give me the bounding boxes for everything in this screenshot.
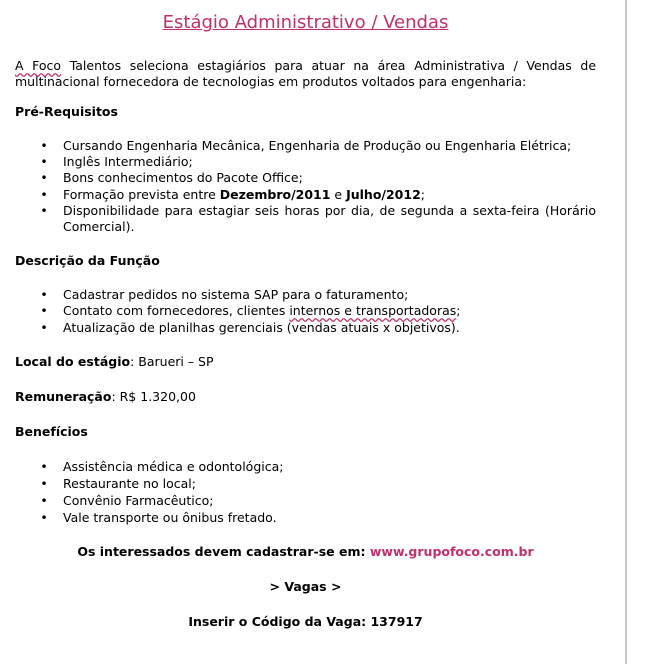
formation-suffix: ; xyxy=(420,186,425,202)
page-title: Estágio Administrativo / Vendas xyxy=(162,12,449,33)
intro-text: Talentos seleciona estagiários para atuar na área Administrativa / Vendas de multinacional fornecedora de tecnologias em produtos voltados para engenharia: xyxy=(15,58,597,89)
document-body xyxy=(15,10,596,649)
list-item xyxy=(15,509,596,526)
list-item-suffix: ; xyxy=(456,303,461,319)
list-item-text: Atualização de planilhas gerenciais (vendas atuais x objetivos). xyxy=(63,319,460,335)
function-heading: Descrição da Função xyxy=(15,253,160,269)
formation-date-end: Julho/2012 xyxy=(346,186,421,202)
bullet-icon: • xyxy=(40,492,48,508)
list-item xyxy=(15,458,596,475)
apply-text: Os interessados devem cadastrar-se em: xyxy=(77,543,370,559)
location-separator: : xyxy=(130,353,139,369)
bullet-icon: • xyxy=(40,319,48,335)
page-border xyxy=(625,0,627,664)
benefits-section xyxy=(15,458,596,526)
bullet-icon: • xyxy=(40,154,48,170)
list-item xyxy=(15,138,596,154)
bullet-icon: • xyxy=(40,202,48,218)
location-value: Barueri – SP xyxy=(138,353,214,369)
list-item-text: Cadastrar pedidos no sistema SAP para o faturamento; xyxy=(63,287,409,303)
bullet-icon: • xyxy=(40,170,48,186)
list-item xyxy=(15,320,596,336)
intro-paragraph xyxy=(15,58,596,90)
bullet-icon: • xyxy=(40,458,48,474)
bullet-icon: • xyxy=(40,303,48,319)
function-list xyxy=(15,287,596,336)
salary-line xyxy=(15,389,596,405)
location-line xyxy=(15,354,596,370)
salary-separator: : xyxy=(111,388,120,404)
list-item xyxy=(15,170,596,186)
list-item xyxy=(15,492,596,509)
benefits-heading: Benefícios xyxy=(15,423,88,439)
list-item-text: Assistência médica e odontológica; xyxy=(63,458,284,474)
list-item xyxy=(15,287,596,303)
underlined-text: internos e transportadoras xyxy=(289,303,457,319)
list-item xyxy=(15,154,596,170)
list-item-text: Cursando Engenharia Mecânica, Engenharia de Produção ou Engenharia Elétrica; xyxy=(63,138,572,153)
vagas-label: > Vagas > xyxy=(269,578,342,594)
list-item-text: Restaurante no local; xyxy=(63,475,196,491)
benefits-list xyxy=(15,458,596,526)
list-item xyxy=(15,475,596,492)
formation-date-start: Dezembro/2011 xyxy=(219,186,331,202)
job-code-value: 137917 xyxy=(370,613,423,629)
bullet-icon: • xyxy=(40,475,48,491)
list-item-text: Disponibilidade para estagiar seis horas por dia, de segunda a sexta-feira (Horário Comercial). xyxy=(63,202,596,235)
bullet-icon: • xyxy=(40,509,48,525)
site-link[interactable]: www.grupofoco.com.br xyxy=(369,543,534,559)
company-name: A Foco xyxy=(15,58,62,73)
bullet-icon: • xyxy=(40,186,48,202)
list-item xyxy=(15,187,596,203)
apply-line xyxy=(15,544,596,560)
bullet-icon: • xyxy=(40,287,48,303)
list-item-text: Vale transporte ou ônibus fretado. xyxy=(63,509,277,525)
list-item-text: Contato com fornecedores, clientes xyxy=(63,303,290,319)
list-item-text: Inglês Intermediário; xyxy=(63,154,193,170)
formation-connector: e xyxy=(330,186,347,202)
salary-label: Remuneração xyxy=(15,388,112,404)
job-code-label: Inserir o Código da Vaga: xyxy=(188,613,371,629)
prerequisites-list xyxy=(15,138,596,235)
formation-prefix: Formação prevista entre xyxy=(63,186,220,202)
salary-value: R$ 1.320,00 xyxy=(119,388,196,404)
prerequisites-heading: Pré-Requisitos xyxy=(15,104,118,119)
list-item-text: Bons conhecimentos do Pacote Office; xyxy=(63,170,303,186)
list-item xyxy=(15,203,596,235)
list-item-text: Convênio Farmacêutico; xyxy=(63,492,214,508)
list-item xyxy=(15,303,596,319)
location-label: Local do estágio xyxy=(15,353,131,369)
job-code-line xyxy=(15,614,596,630)
bullet-icon: • xyxy=(40,138,48,153)
